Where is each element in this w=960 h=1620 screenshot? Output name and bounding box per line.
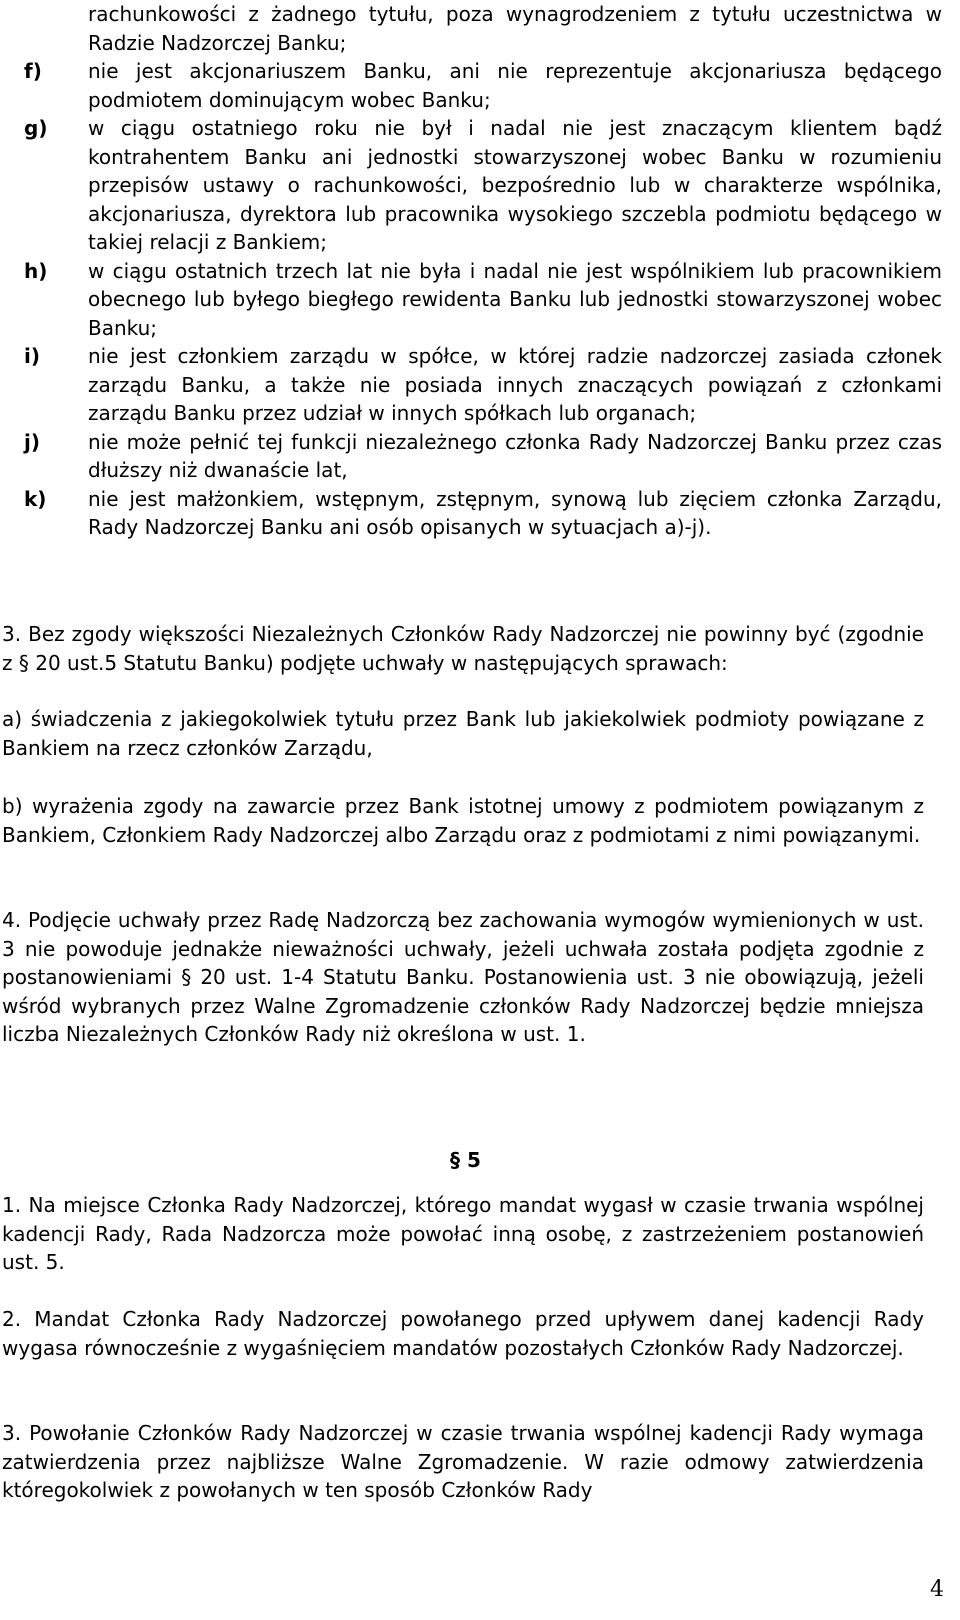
list-item-g	[24, 114, 942, 257]
list-marker: k)	[24, 486, 47, 511]
section5-paragraph-3: 3. Powołanie Członków Rady Nadzorczej w czasie trwania wspólnej kadencji Rady wymaga zatwierdzenia przez najbliższe Walne Zgromadzenie. W razie odmowy zatwierdzenia któregokolwiek z powołanych w ten sposób Członków Rady	[2, 1421, 924, 1502]
criteria-list	[24, 0, 942, 542]
list-item-text: nie może pełnić tej funkcji niezależnego członka Rady Nadzorczej Banku przez czas dłuższy niż dwanaście lat,	[88, 429, 942, 482]
list-item-text: nie jest akcjonariuszem Banku, ani nie reprezentuje akcjonariusza będącego podmiotem dominującym wobec Banku;	[88, 59, 942, 112]
list-marker: j)	[24, 429, 40, 454]
paragraph-3b: b) wyrażenia zgody na zawarcie przez Bank istotnej umowy z podmiotem powiązanym z Bankiem, Członkiem Rady Nadzorczej albo Zarządu oraz z podmiotami z nimi powiązanymi.	[2, 794, 924, 847]
section-heading: § 5	[450, 1148, 481, 1172]
list-item-i	[24, 342, 942, 428]
list-item-h	[24, 257, 942, 343]
list-marker: h)	[24, 258, 48, 283]
section5-paragraph-2: 2. Mandat Członka Rady Nadzorczej powołanego przed upływem danej kadencji Rady wygasa równocześnie z wygaśnięciem mandatów pozostałych Członków Rady Nadzorczej.	[2, 1307, 924, 1360]
list-item-k	[24, 485, 942, 542]
list-item	[24, 0, 942, 57]
list-item-text: nie jest małżonkiem, wstępnym, zstępnym, synową lub zięciem członka Zarządu, Rady Nadzorczej Banku ani osób opisanych w sytuacjach a)-j).	[88, 486, 942, 539]
section5-paragraph-1: 1. Na miejsce Członka Rady Nadzorczej, którego mandat wygasł w czasie trwania wspólnej kadencji Rady, Rada Nadzorcza może powołać inną osobę, z zastrzeżeniem postanowień ust. 5.	[2, 1193, 924, 1274]
page-number: 4	[930, 1577, 944, 1602]
list-marker: f)	[24, 59, 42, 83]
list-item-text: w ciągu ostatniego roku nie był i nadal nie jest znaczącym klientem bądź kontrahentem Banku ani jednostki stowarzyszonej wobec Banku w rozumieniu przepisów ustawy o rachunkowości, bezpośrednio lub w charakterze wspólnika, akcjonariusza, dyrektora lub pracownika wysokiego szczebla podmiotu będącego w takiej relacji z Bankiem;	[88, 116, 942, 254]
paragraph-3: 3. Bez zgody większości Niezależnych Członków Rady Nadzorczej nie powinny być (zgodnie z § 20 ust.5 Statutu Banku) podjęte uchwały w następujących sprawach:	[2, 622, 924, 675]
list-item-text: rachunkowości z żadnego tytułu, poza wynagrodzeniem z tytułu uczestnictwa w Radzie Nadzorczej Banku;	[88, 2, 942, 55]
list-item-text: w ciągu ostatnich trzech lat nie była i nadal nie jest wspólnikiem lub pracownikiem obecnego lub byłego biegłego rewidenta Banku lub jednostki stowarzyszonej wobec Banku;	[88, 258, 942, 340]
list-item-j	[24, 428, 942, 485]
paragraph-3a: a) świadczenia z jakiegokolwiek tytułu przez Bank lub jakiekolwiek podmioty powiązane z Bankiem na rzecz członków Zarządu,	[2, 707, 924, 760]
list-item-text: nie jest członkiem zarządu w spółce, w której radzie nadzorczej zasiada członek zarządu Banku, a także nie posiada innych znaczących powiązań z członkami zarządu Banku przez udział w innych spółkach lub organach;	[88, 344, 942, 425]
list-marker: g)	[24, 116, 48, 140]
paragraph-4: 4. Podjęcie uchwały przez Radę Nadzorczą bez zachowania wymogów wymienionych w ust. 3 nie powoduje jednakże nieważności uchwały, jeżeli uchwała została podjęta zgodnie z postanowieniami § 20 ust. 1-4 Statutu Banku. Postanowienia ust. 3 nie obowiązują, jeżeli wśród wybranych przez Walne Zgromadzenie członków Rady Nadzorczej będzie mniejsza liczba Niezależnych Członków Rady niż określona w ust. 1.	[2, 908, 924, 1046]
list-marker: i)	[24, 344, 40, 368]
list-item-f	[24, 57, 942, 114]
